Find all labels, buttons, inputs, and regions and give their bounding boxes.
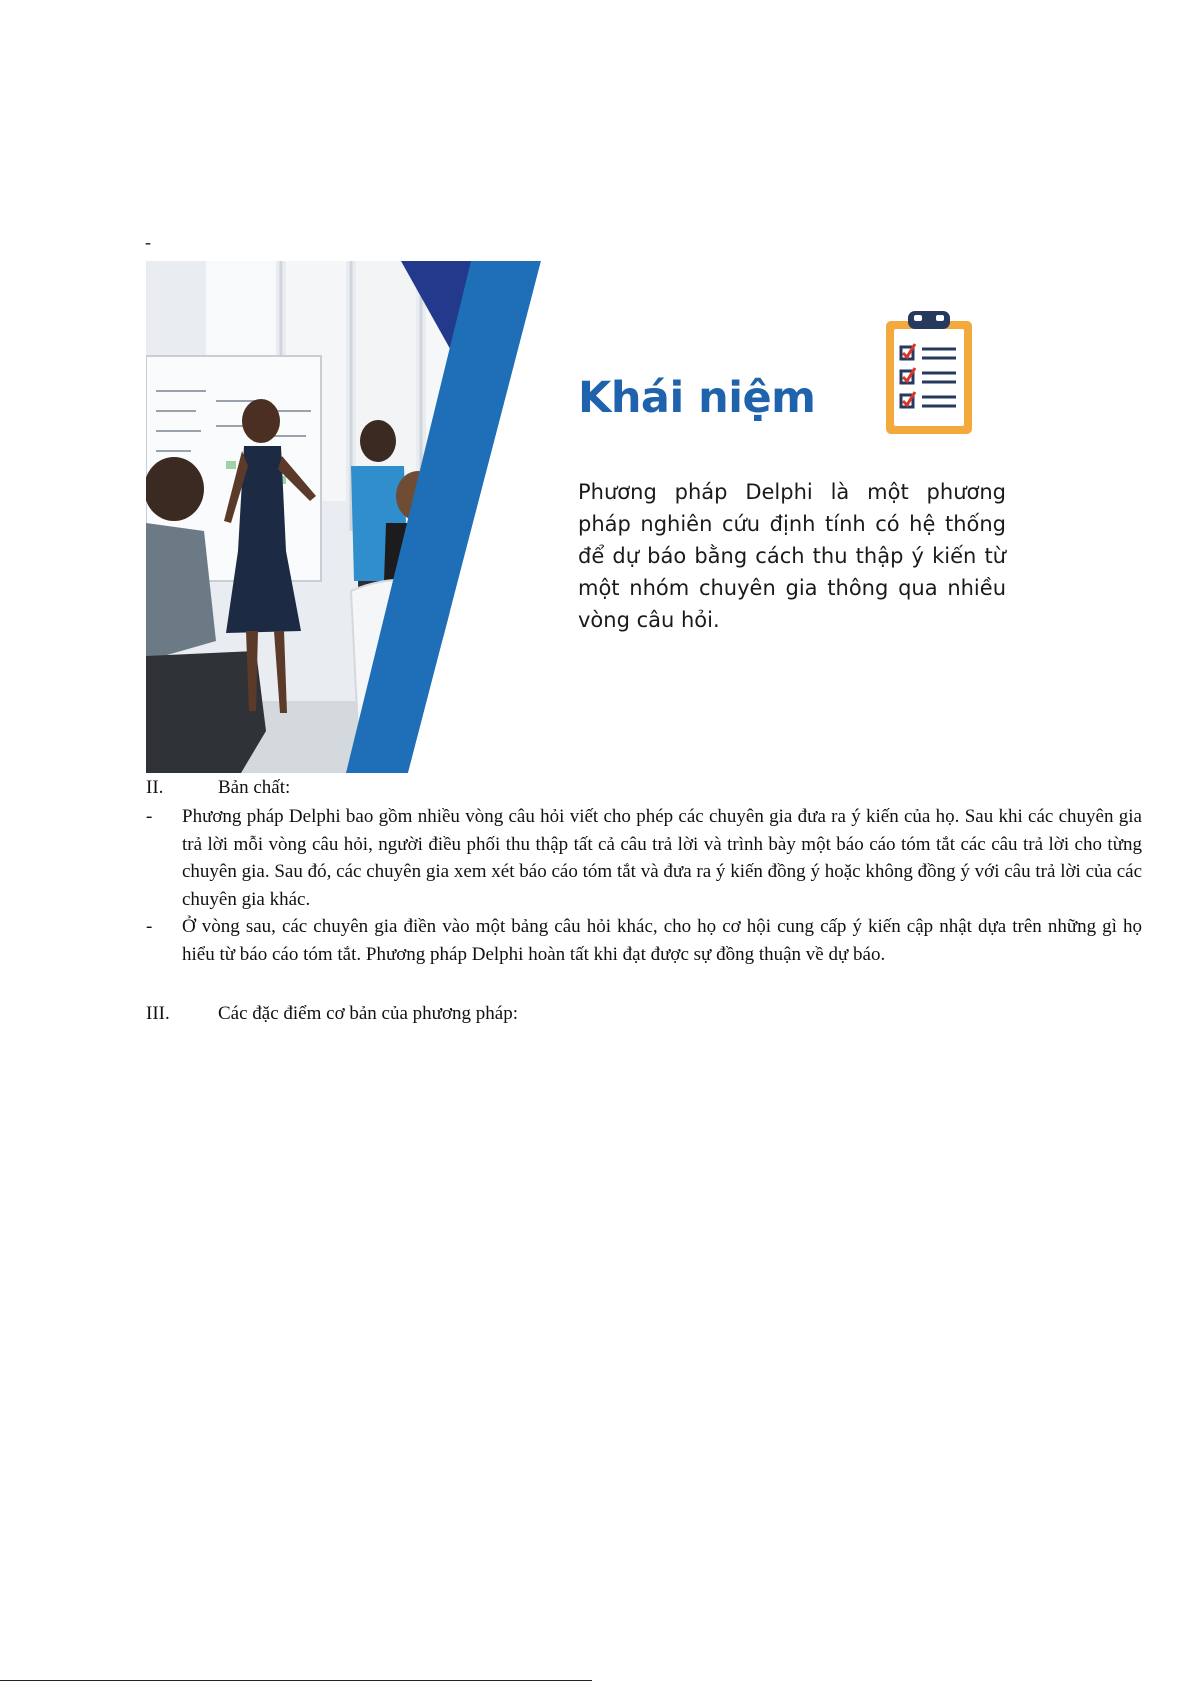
slide-title: Khái niệm xyxy=(578,373,816,423)
section-number: II. xyxy=(146,777,164,798)
bullet-marker: - xyxy=(146,916,153,937)
slide-definition-text: Phương pháp Delphi là một phương pháp nghiên cứu định tính có hệ thống để dự báo bằng cách thu thập ý kiến từ một nhóm chuyên gia thông qua nhiều vòng câu hỏi. xyxy=(578,480,1006,632)
bullet-item xyxy=(146,913,1142,968)
section-heading-2 xyxy=(146,777,290,799)
bullet-text: Phương pháp Delphi bao gồm nhiều vòng câu hỏi viết cho phép các chuyên gia đưa ra ý kiến của họ. Sau khi các chuyên gia trả lời mỗi vòng câu hỏi, người điều phối thu thập tất cả câu trả lời và trình bày một báo cáo tóm tắt các câu trả lời cho từng chuyên gia. Sau đó, các chuyên gia xem xét báo cáo tóm tắt và đưa ra ý kiến đồng ý hoặc không đồng ý với câu trả lời của các chuyên gia khác. xyxy=(182,806,1142,910)
bullet-marker: - xyxy=(146,806,153,827)
bullet-item xyxy=(146,803,1142,913)
footnote-divider xyxy=(0,1680,592,1681)
section-2-bullet-list xyxy=(146,803,1142,968)
bullet-text: Ở vòng sau, các chuyên gia điền vào một bảng câu hỏi khác, cho họ cơ hội cung cấp ý kiến cập nhật dựa trên những gì họ hiểu từ báo cáo tóm tắt. Phương pháp Delphi hoàn tất khi đạt được sự đồng thuận về dự báo. xyxy=(182,916,1142,965)
concept-slide-image xyxy=(146,261,1010,773)
stray-dash: - xyxy=(145,232,151,252)
clipboard-checklist-icon xyxy=(884,311,974,436)
section-number: III. xyxy=(146,1003,170,1024)
section-heading-3 xyxy=(146,1003,518,1025)
section-title: Các đặc điểm cơ bản của phương pháp: xyxy=(218,1003,518,1024)
section-title: Bản chất: xyxy=(218,777,291,798)
